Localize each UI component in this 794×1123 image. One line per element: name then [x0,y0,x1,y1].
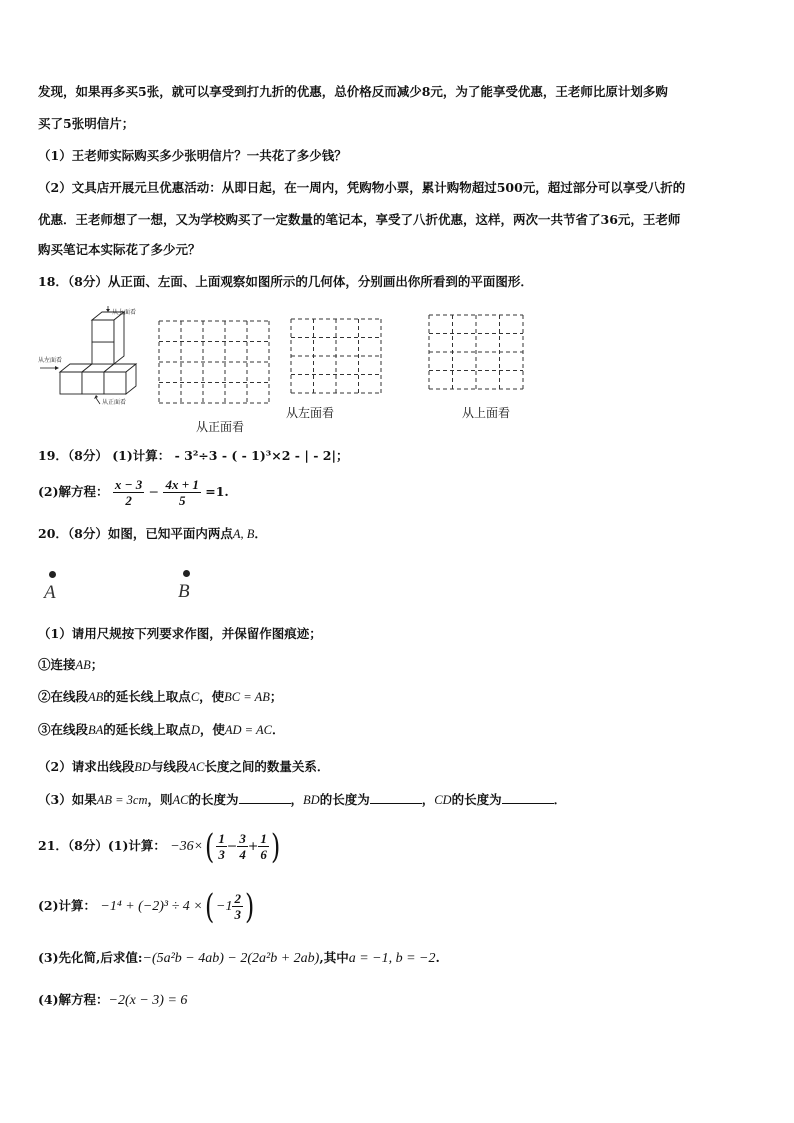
q20-step1 [38,657,103,673]
q21-part3-tail: ,其中 [319,950,349,965]
q20-part2-mid: 与线段 [150,759,189,774]
q20-step2-post: ； [269,689,283,704]
q19-part1 [38,448,349,464]
q21-part3 [38,950,440,967]
q20-step1-pre: ①连接 [38,657,76,672]
q21-frac-3-den: 6 [260,847,267,862]
q20-step3-pre: ③在线段 [38,722,89,737]
q21-part2-expr: −1⁴ + (−2)³ ÷ 4 × [100,899,203,914]
q21-title: 21．（8分）(1)计算： [38,838,166,853]
q20-step2-pre: ②在线段 [38,689,89,704]
q20-part3-math1: AB = 3cm [96,793,148,807]
q21-plus: + [247,838,259,853]
grid-caption-front: 从正面看 [196,420,245,434]
q20-part3-e: ， [421,792,435,807]
q20-step2-mid2: ，使 [199,689,225,704]
answer-blank-ac[interactable] [239,791,291,804]
q21-frac-3-num: 1 [260,831,267,846]
q20-title [38,526,267,542]
q21-frac-2-den: 4 [239,847,246,862]
q21-part4-expr: −2(x − 3) = 6 [108,993,188,1008]
q21-part3-expr: −(5a²b − 4ab) − 2(2a²b + 2ab) [142,951,320,966]
answer-blank-bd[interactable] [370,791,422,804]
q20-part2 [38,759,329,775]
q20-part1: （1）请用尺规按下列要求作图，并保留作图痕迹； [38,626,322,641]
answer-blank-cd[interactable] [502,791,554,804]
point-a-dot [49,571,56,578]
point-a-label: A [44,582,56,603]
q20-part3-f: 的长度为 [451,792,502,807]
q21-part3-end: . [435,950,440,965]
q21-frac-1-num: 1 [218,831,225,846]
q19-equation-tail: =1. [205,484,229,499]
q21-frac-2-num: 3 [239,831,246,846]
point-b-label: B [178,581,190,602]
q20-step2-math2: C [190,690,200,704]
q21-part2-frac [232,891,243,922]
q20-part3-c: ， [290,792,304,807]
q20-part3-math3: BD [303,793,320,807]
q20-part3 [38,791,566,808]
q17-continuation-line2: 买了5张明信片； [38,116,135,131]
q19-part1-label: (1)计算： [112,448,171,463]
q18-title: 18．（8分）从正面、左面、上面观察如图所示的几何体，分别画出你所看到的平面图形． [38,274,533,289]
q20-step3-math2: D [190,723,200,737]
q20-step1-math: AB [75,658,91,672]
q21-part1: 21．（8分）(1)计算： −36×( $\frac{1}{3}$ − $\frac{3}{4}$ + $\frac{1}{6}$ ) [38,826,281,867]
q20-part3-g: ． [553,792,567,807]
grid-caption-left: 从左面看 [286,406,335,420]
fraction-2-denominator: 5 [178,493,186,508]
fraction-2 [163,477,200,508]
q17-part1: （1）王老师实际购买多少张明信片？一共花了多少钱？ [38,148,347,163]
q21-part2: (2)计算： −1⁴ + (−2)³ ÷ 4 ×( −1 $\frac{2}{3}$ ) [38,886,255,927]
fraction-1 [113,477,144,508]
q21-part2-label: (2)计算： [38,898,97,913]
q19-part1-expression: - 3²÷3 - ( - 1)³×2 - | - 2|； [174,448,349,463]
q20-step1-post: ； [90,657,104,672]
fraction-2-numerator: 4x + 1 [165,477,199,492]
q20-step3-mid2: ，使 [199,722,225,737]
q20-step3-mid: 的延长线上取点 [103,722,191,737]
fig-label-left: 从左面看 [38,357,63,364]
q20-part3-a: ，则 [147,792,173,807]
q21-part2-whole: −1 [216,899,233,914]
q21-part1-coef: −36× [170,839,204,854]
q21-frac-1-den: 3 [218,847,225,862]
q20-part3-d: 的长度为 [319,792,370,807]
q20-step2-math1: AB [88,690,104,704]
q20-step2-math3: BC = AB [224,690,270,704]
q21-frac-2 [237,831,248,862]
q20-step3-post: ． [271,722,285,737]
q21-frac-3 [258,831,269,862]
q20-part3-pre: （3）如果 [38,792,97,807]
grid-caption-top: 从上面看 [462,406,511,420]
q21-part2-frac-den: 3 [234,907,241,922]
q20-part2-post: 长度之间的数量关系． [204,759,330,774]
q20-part2-math1: BD [134,760,151,774]
q20-step2-mid: 的延长线上取点 [103,689,191,704]
fig-label-top: 从上面看 [112,309,137,316]
q21-part4 [38,992,187,1009]
fraction-1-denominator: 2 [125,493,132,508]
grid-top-view [428,314,524,390]
q20-part2-pre: （2）请求出线段 [38,759,135,774]
q21-part3-label: (3)先化简,后求值: [38,950,143,965]
q21-minus: − [226,838,238,853]
q21-frac-1 [216,831,227,862]
q20-part3-b: 的长度为 [188,792,239,807]
q19-part2: (2)解方程： $\frac{x - 3}{2}$ − $\frac{4x + 1}{5}$ =1. [38,477,229,508]
q17-part2-line3: 购买笔记本实际花了多少元？ [38,242,201,257]
q19-part2-label: (2)解方程： [38,484,109,499]
q20-title-points: A, B [232,527,255,541]
q21-part4-label: (4)解方程： [38,992,109,1007]
q19-title: 19．（8分） [38,448,108,463]
q20-step3-math3: AD = AC [224,723,272,737]
q20-part3-math4: CD [434,793,452,807]
q20-title-text: 20．（8分）如图，已知平面内两点 [38,526,233,541]
fraction-1-numerator: x − 3 [114,477,143,492]
q20-step3-math1: BA [88,723,104,737]
fig-label-front: 从正面看 [102,399,127,406]
q18-solid-figure [38,306,162,408]
q17-part2-line1: （2）文具店开展元旦优惠活动：从即日起，在一周内，凭购物小票，累计购物超过500元，超过部分可以享受八折的 [38,180,686,195]
q21-part2-frac-num: 2 [234,891,241,906]
q20-step3 [38,722,284,738]
q20-title-end: ． [254,526,267,541]
q20-step2 [38,689,282,705]
q17-part2-line2: 优惠．王老师想了一想，又为学校购买了一定数量的笔记本，享受了八折优惠，这样，两次一共节省了36元，王老师 [38,212,681,227]
grid-front-view [158,320,270,404]
grid-left-view [290,318,382,394]
q20-part3-math2: AC [172,793,189,807]
q20-part2-math2: AC [188,760,205,774]
q17-continuation-line1: 发现，如果再多买5张，就可以享受到打九折的优惠，总价格反而减少8元，为了能享受优惠，王老师比原计划多购 [38,84,668,99]
q21-part3-values: a = −1, b = −2 [348,951,436,966]
point-b-dot [183,570,190,577]
